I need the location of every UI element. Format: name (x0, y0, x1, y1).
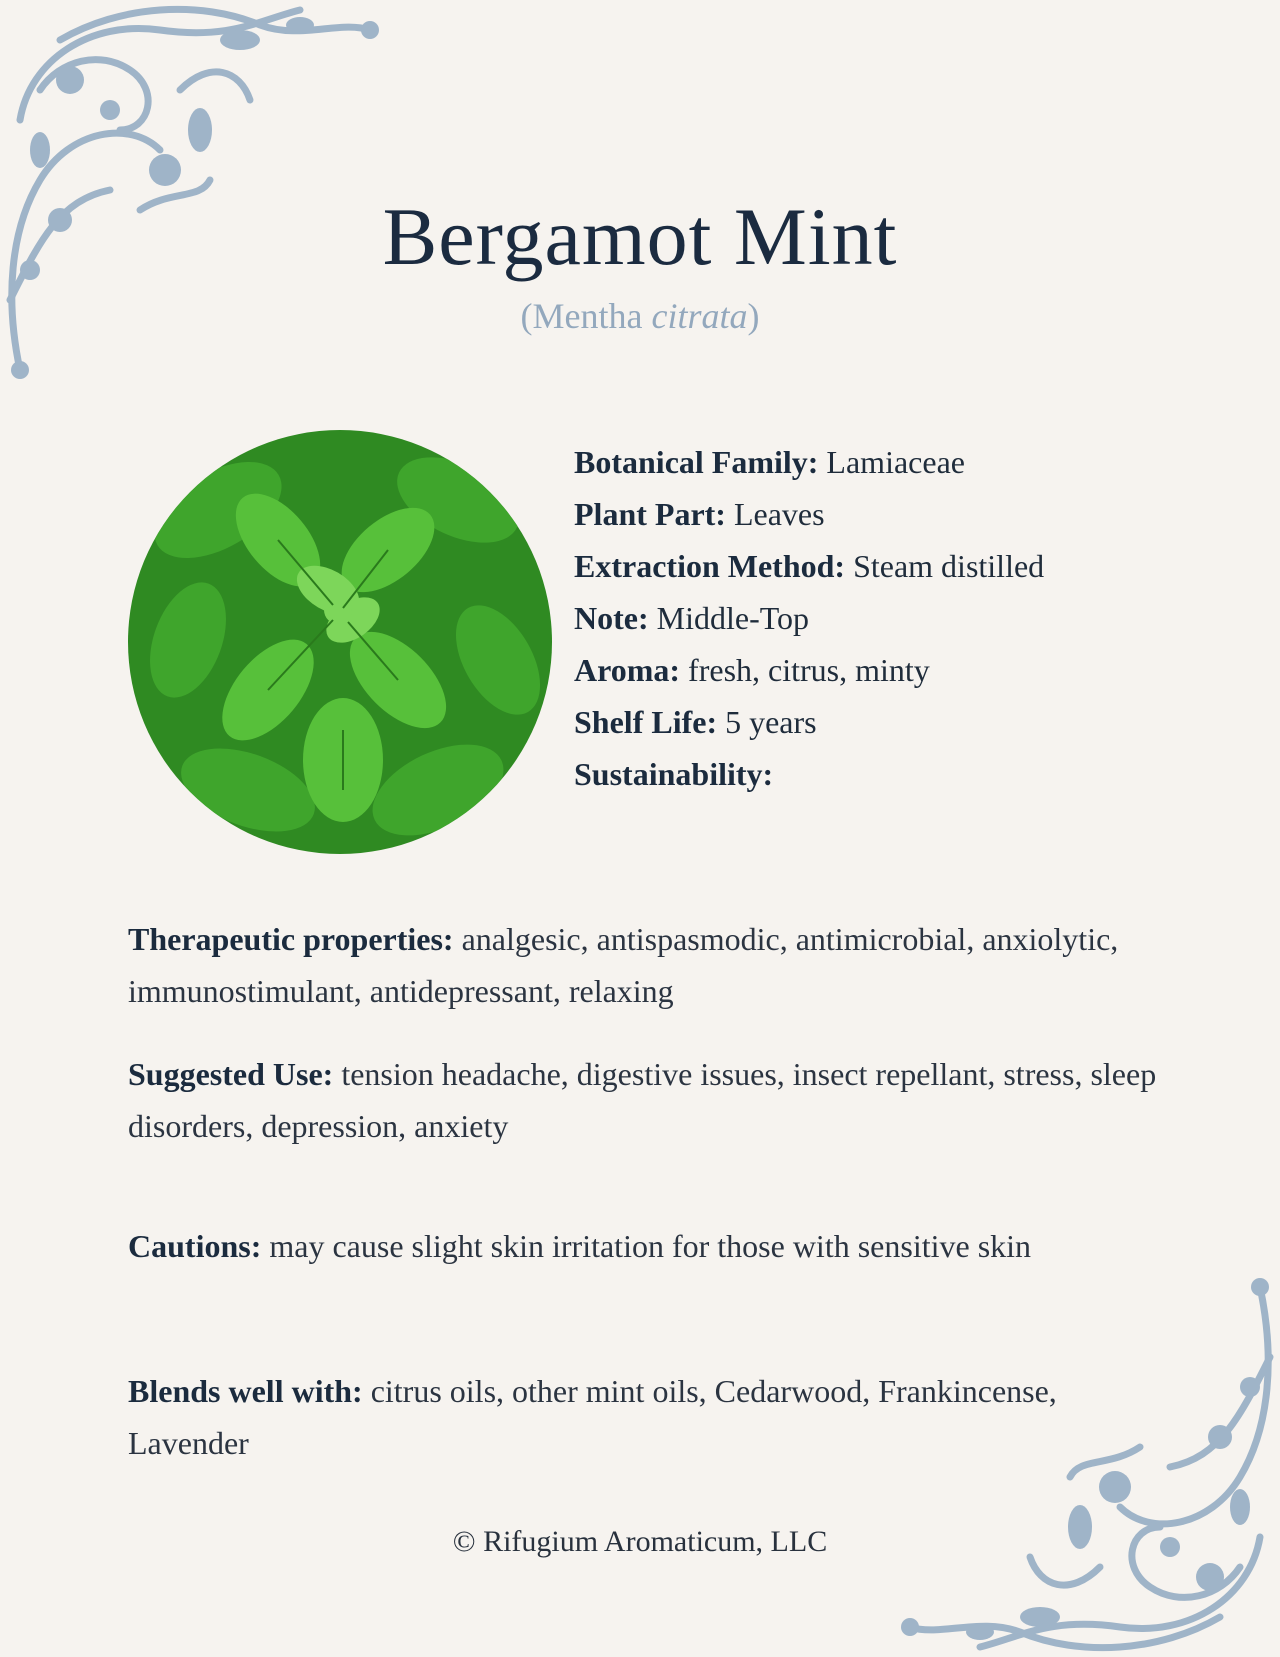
mint-leaves-image (128, 430, 552, 854)
cautions: Cautions: may cause slight skin irritation for those with sensitive skin (128, 1228, 1032, 1264)
fact-plant-part: Plant Part: Leaves (574, 496, 825, 532)
fact-sustainability: Sustainability: (574, 756, 774, 792)
fact-extraction-method: Extraction Method: Steam distilled (574, 548, 1045, 584)
fact-note: Note: Middle-Top (574, 600, 810, 636)
fact-botanical-family: Botanical Family: Lamiaceae (574, 444, 965, 480)
fact-shelf-life: Shelf Life: 5 years (574, 704, 817, 740)
blends-well-with: Blends well with: citrus oils, other mint oils, Cedarwood, Frankincense, Lavender (128, 1373, 1057, 1461)
latin-name: (Mentha citrata) (520, 296, 760, 336)
therapeutic-properties: Therapeutic properties: analgesic, antispasmodic, antimicrobial, anxiolytic, immunostimulant, antidepressant, relaxing (128, 921, 1119, 1009)
fact-aroma: Aroma: fresh, citrus, minty (574, 652, 930, 688)
copyright-footer: © Rifugium Aromaticum, LLC (452, 1525, 828, 1558)
plant-facts (574, 436, 1044, 800)
suggested-use: Suggested Use: tension headache, digestive issues, insect repellant, stress, sleep disorders, depression, anxiety (128, 1056, 1157, 1144)
page-title: Bergamot Mint (382, 191, 898, 282)
mint-photo (128, 430, 552, 854)
